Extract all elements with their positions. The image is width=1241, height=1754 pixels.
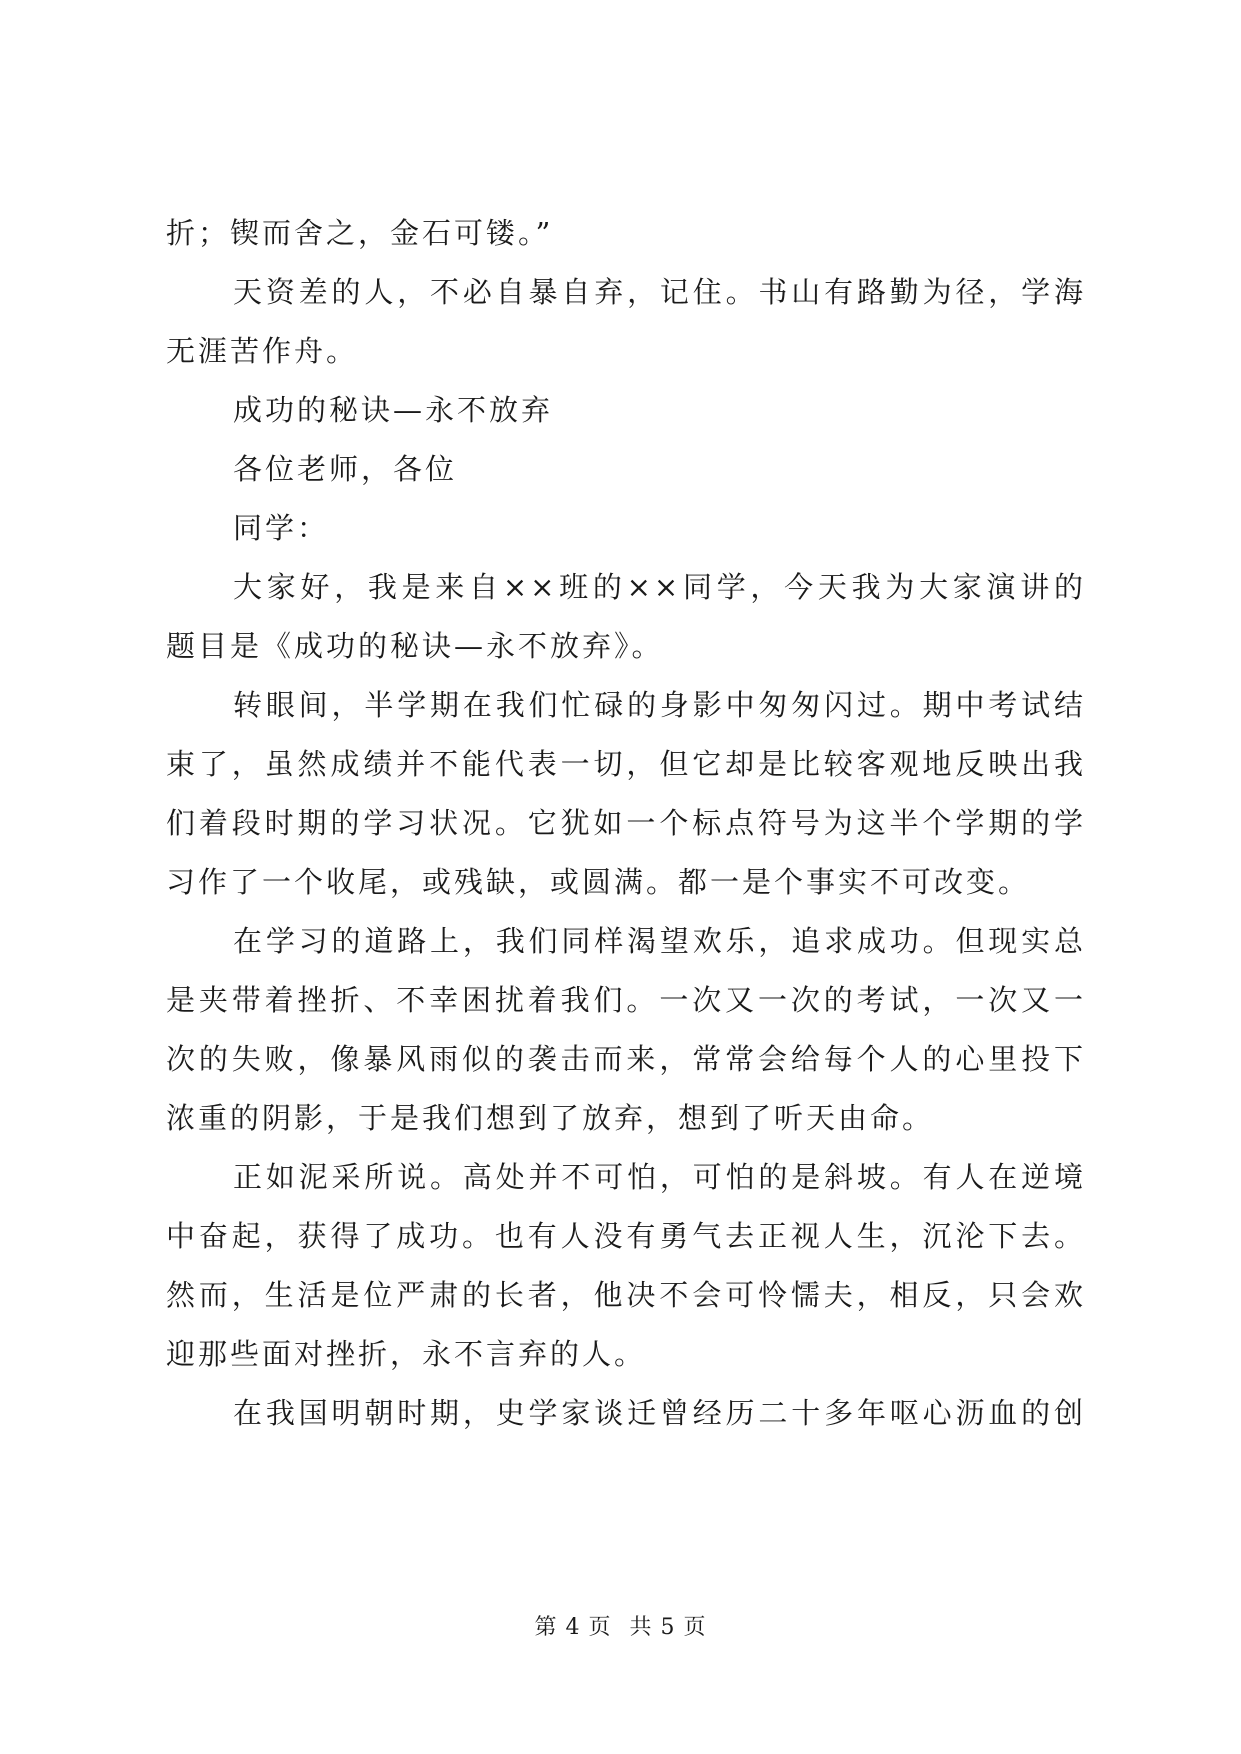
text-line: 是夹带着挫折、不幸困扰着我们。一次又一次的考试，一次又一	[166, 983, 1086, 1017]
text-line: 天资差的人，不必自暴自弃，记住。书山有路勤为径，学海	[233, 275, 1086, 309]
text-line: 无涯苦作舟。	[166, 334, 359, 368]
text-line: 浓重的阴影，于是我们想到了放弃，想到了听天由命。	[166, 1101, 935, 1135]
text-line: 迎那些面对挫折，永不言弃的人。	[166, 1337, 647, 1371]
page-total: 共 5 页	[629, 1615, 707, 1640]
text-line: 题目是《成功的秘诀—永不放弃》。	[166, 629, 664, 663]
text-line: 次的失败，像暴风雨似的袭击而来，常常会给每个人的心里投下	[166, 1042, 1086, 1076]
text-line: 成功的秘诀—永不放弃	[233, 393, 554, 427]
text-line: 正如泥采所说。高处并不可怕，可怕的是斜坡。有人在逆境	[233, 1160, 1086, 1194]
text-line: 们着段时期的学习状况。它犹如一个标点符号为这半个学期的学	[166, 806, 1086, 840]
text-line: 大家好，我是来自××班的××同学，今天我为大家演讲的	[233, 570, 1086, 604]
page-number: 第 4 页	[534, 1615, 612, 1640]
text-line: 同学：	[233, 511, 330, 545]
text-line: 各位老师，各位	[233, 452, 458, 486]
text-line: 在学习的道路上，我们同样渴望欢乐，追求成功。但现实总	[233, 924, 1086, 958]
text-line: 折；锲而舍之，金石可镂。”	[166, 216, 554, 250]
text-line: 习作了一个收尾，或残缺，或圆满。都一是个事实不可改变。	[166, 865, 1031, 899]
text-line: 束了，虽然成绩并不能代表一切，但它却是比较客观地反映出我	[166, 747, 1086, 781]
text-line: 在我国明朝时期，史学家谈迁曾经历二十多年呕心沥血的创	[233, 1396, 1086, 1430]
text-line: 中奋起，获得了成功。也有人没有勇气去正视人生，沉沦下去。	[166, 1219, 1086, 1253]
text-line: 然而，生活是位严肃的长者，他决不会可怜懦夫，相反，只会欢	[166, 1278, 1086, 1312]
page-footer	[0, 1610, 1241, 1641]
body-text	[166, 204, 1086, 1443]
text-line: 转眼间，半学期在我们忙碌的身影中匆匆闪过。期中考试结	[233, 688, 1086, 722]
